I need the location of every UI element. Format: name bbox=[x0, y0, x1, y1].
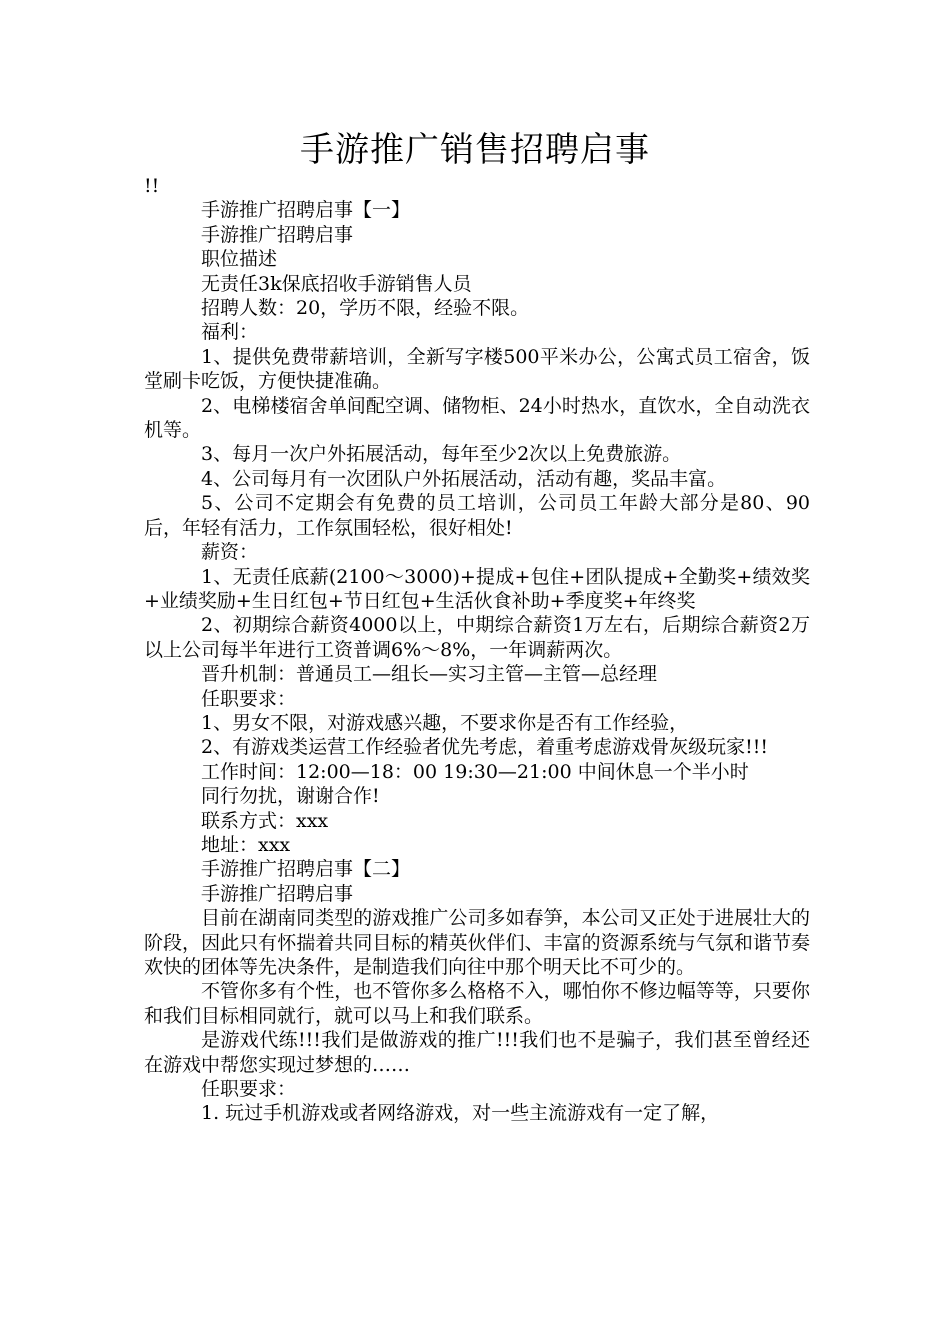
paragraph: 5、公司不定期会有免费的员工培训，公司员工年龄大部分是80、90后，年轻有活力，工作氛围轻松，很好相处! bbox=[144, 492, 810, 539]
paragraph: !! bbox=[144, 175, 160, 197]
paragraph: 1. 玩过手机游戏或者网络游戏，对一些主流游戏有一定了解， bbox=[201, 1102, 720, 1125]
paragraph: 4、公司每月有一次团队户外拓展活动，活动有趣，奖品丰富。 bbox=[201, 467, 727, 490]
document-body bbox=[144, 174, 810, 1126]
section-heading: 手游推广招聘启事【一】 bbox=[201, 199, 411, 222]
paragraph: 任职要求： bbox=[201, 1078, 297, 1101]
paragraph: 3、每月一次户外拓展活动，每年至少2次以上免费旅游。 bbox=[201, 443, 682, 466]
paragraph: 1、男女不限，对游戏感兴趣，不要求你是否有工作经验， bbox=[201, 711, 689, 734]
paragraph: 工作时间：12:00—18：00 19:30—21:00 中间休息一个半小时 bbox=[201, 760, 749, 783]
paragraph: 招聘人数：20，学历不限，经验不限。 bbox=[201, 297, 530, 320]
document-title: 手游推广销售招聘启事 bbox=[300, 130, 650, 170]
paragraph: 联系方式：xxx bbox=[201, 809, 329, 832]
paragraph: 2、有游戏类运营工作经验者优先考虑，着重考虑游戏骨灰级玩家!!! bbox=[201, 736, 768, 759]
paragraph: 职位描述 bbox=[201, 248, 278, 271]
paragraph: 2、电梯楼宿舍单间配空调、储物柜、24小时热水，直饮水，全自动洗衣机等。 bbox=[144, 394, 810, 442]
paragraph: 1、无责任底薪(2100～3000)+提成+包住+团队提成+全勤奖+绩效奖+业绩奖励+生日红包+节日红包+生活伙食补助+季度奖+年终奖 bbox=[144, 565, 810, 612]
paragraph: 目前在湖南同类型的游戏推广公司多如春笋，本公司又正处于进展壮大的阶段，因此只有怀揣着共同目标的精英伙伴们、丰富的资源系统与气氛和谐节奏欢快的团体等先决条件，是制造我们向往中那个明天比不可少的。 bbox=[144, 907, 810, 978]
paragraph: 是游戏代练!!!我们是做游戏的推广!!!我们也不是骗子，我们甚至曾经还在游戏中帮您实现过梦想的…… bbox=[144, 1029, 810, 1076]
paragraph: 薪资： bbox=[201, 541, 259, 564]
paragraph: 任职要求： bbox=[201, 687, 297, 710]
paragraph: 2、初期综合薪资4000以上，中期综合薪资1万左右，后期综合薪资2万以上公司每半年进行工资普调6%～8%，一年调薪两次。 bbox=[144, 614, 810, 661]
paragraph: 无责任3k保底招收手游销售人员 bbox=[201, 272, 472, 295]
paragraph: 福利： bbox=[201, 321, 259, 344]
paragraph: 手游推广招聘启事 bbox=[201, 882, 354, 905]
paragraph: 不管你多有个性，也不管你多么格格不入，哪怕你不修边幅等等，只要你和我们目标相同就行，就可以马上和我们联系。 bbox=[144, 980, 810, 1027]
paragraph: 晋升机制：普通员工—组长—实习主管—主管—总经理 bbox=[201, 663, 658, 686]
paragraph: 手游推广招聘启事 bbox=[201, 223, 354, 246]
paragraph: 1、提供免费带薪培训，全新写字楼500平米办公，公寓式员工宿舍，饭堂刷卡吃饭，方便快捷准确。 bbox=[144, 345, 810, 393]
paragraph: 同行勿扰，谢谢合作! bbox=[201, 785, 380, 808]
paragraph: 地址：xxx bbox=[201, 833, 291, 856]
section-heading: 手游推广招聘启事【二】 bbox=[201, 858, 411, 881]
